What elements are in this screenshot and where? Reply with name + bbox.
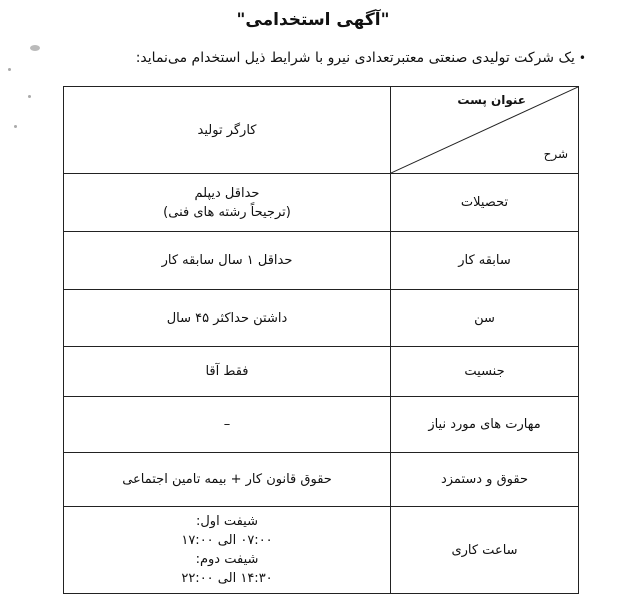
row-label: سابقه کار bbox=[391, 232, 579, 290]
row-label: مهارت های مورد نیاز bbox=[391, 397, 579, 453]
description-label: شرح bbox=[543, 147, 568, 161]
table-row bbox=[64, 232, 579, 290]
row-label: سن bbox=[391, 290, 579, 347]
row-value: – bbox=[64, 397, 391, 453]
position-value: کارگر تولید bbox=[64, 87, 391, 174]
shift1-time: ۰۷:۰۰ الی ۱۷:۰۰ bbox=[181, 533, 273, 548]
table-row bbox=[64, 290, 579, 347]
shift1-title: شیفت اول: bbox=[195, 514, 258, 529]
table-header-row bbox=[64, 87, 579, 174]
scan-speck bbox=[14, 125, 17, 128]
row-value bbox=[64, 174, 391, 232]
scan-speck bbox=[8, 68, 11, 71]
table-row bbox=[64, 174, 579, 232]
shift2-title: شیفت دوم: bbox=[195, 552, 259, 567]
intro-sentence: یک شرکت تولیدی صنعتی معتبرتعدادی نیرو با شرایط ذیل استخدام می‌نماید: bbox=[135, 50, 575, 66]
row-label: تحصیلات bbox=[391, 174, 579, 232]
scan-speck bbox=[30, 45, 40, 51]
row-value: فقط آقا bbox=[64, 347, 391, 397]
position-title-label: عنوان پست bbox=[457, 93, 526, 107]
row-label: حقوق و دستمزد bbox=[391, 453, 579, 507]
job-table bbox=[63, 86, 579, 594]
table-row bbox=[64, 453, 579, 507]
table-row-hours bbox=[64, 507, 579, 594]
row-label: ساعت کاری bbox=[391, 507, 579, 594]
education-note: (ترجیحاً رشته های فنی) bbox=[163, 204, 291, 220]
row-value: داشتن حداکثر ۴۵ سال bbox=[64, 290, 391, 347]
scan-speck bbox=[28, 95, 31, 98]
row-value: حداقل ۱ سال سابقه کار bbox=[64, 232, 391, 290]
table-row bbox=[64, 397, 579, 453]
ad-title: "آگهی استخدامی" bbox=[236, 10, 390, 30]
header-diagonal-cell bbox=[391, 87, 579, 174]
shift2-time: ۱۴:۳۰ الی ۲۲:۰۰ bbox=[181, 571, 273, 586]
hours-value bbox=[64, 507, 391, 594]
row-label: جنسیت bbox=[391, 347, 579, 397]
bullet-icon: • bbox=[578, 51, 586, 65]
table-row bbox=[64, 347, 579, 397]
intro-text bbox=[26, 50, 586, 66]
education-line: حداقل دیپلم bbox=[194, 185, 260, 201]
row-value: حقوق قانون کار + بیمه تامین اجتماعی bbox=[64, 453, 391, 507]
